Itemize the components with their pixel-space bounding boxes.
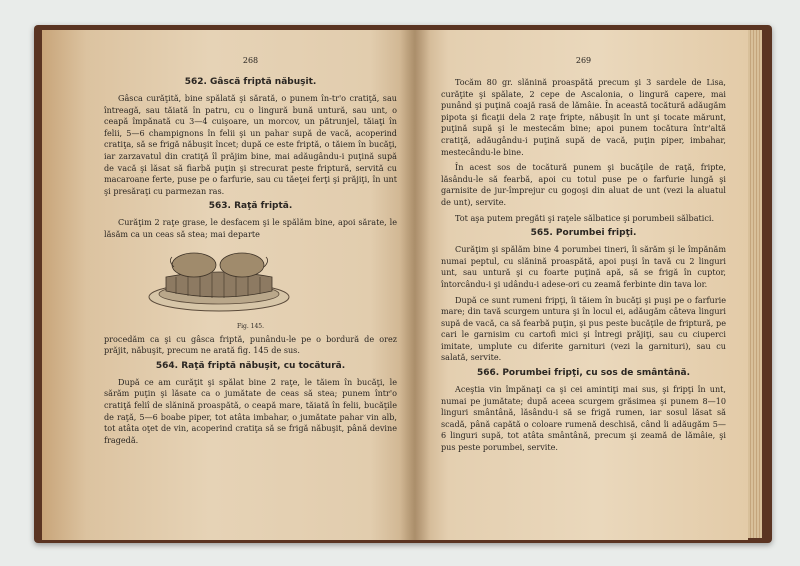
recipe-heading-563: 563. Raţă friptă. (208, 201, 293, 212)
recipe-text-563b: procedăm ca şi cu gâsca friptă, punându-le pe o bordură de orez prăjit, năbuşit, precum ne arată fig. 145 de sus. (104, 333, 397, 356)
recipe-text-566: Aceştia vin împănaţi ca şi cei amintiţi mai sus, şi fripţi în unt, numai pe jumătate; după aceea scurgem grăsimea şi punem 8—10 linguri smântână, lăsându-i să se frigă rumen, iar sosul lăsat să scadă, până capătă o coloare rumenă deschisă, când îi adăugăm 5—6 linguri supă, tot atâta smântână, precum şi zeamă de lămâie, şi pus peste porumbei, servite. (441, 384, 726, 453)
page-number: 268 (242, 56, 259, 65)
recipe-text-562: Gâsca curăţită, bine spălată şi sărată, o punem în-tr'o cratiţă, sau întreagă, sau tăiată în patru, cu o lingură bună untură, sau unt, o ceapă împănată cu 3—4 cuişoare, un morcov, un pătrunjel, tăiaţi în felii, 5—6 champignons în felii şi un pahar supă de vacă, acoperind cratiţa, să se frigă năbuşit încet; după ce este friptă, o tăiem în bucăţi, iar zarzavatul din cratiţă îl prăjim bine, mai adăugându-i puţină supă de vacă şi lăsat să fiarbă puţin şi strecurat peste friptură, servită cu macaroane ferte, puse pe o farfurie, sau cu tăeţei ferţi şi prăjiţi, în unt şi presăraţi cu parmezan ras. (104, 93, 397, 196)
recipe-text-564-cont: Tocăm 80 gr. slănină proaspătă precum şi 3 sardele de Lisa, curăţite şi spălate, 2 cepe de Ascalonia, o lingură capere, mai punând şi puţină coajă rasă de lămâie. În această tocătură adăugăm pipota şi ficaţii dela 2 raţe fripte, năbuşit în unt şi tocate mărunt, puţină supă şi le mestecăm bine; apoi punem tocătura într'altă cratiţă, adăugându-i puţină supă de vacă, puţin piper, imbahar, mestecându-le bine. (441, 77, 726, 157)
recipe-heading-566: 566. Porumbei fripţi, cu sos de smântână. (476, 368, 690, 379)
recipe-heading-565: 565. Porumbei fripţi. (530, 228, 637, 239)
recipe-text-563a: Curăţim 2 raţe grase, le desfacem şi le spălăm bine, apoi sărate, le lăsăm ca un ceas să stea; mai departe (104, 217, 397, 239)
recipe-text-564: După ce am curăţit şi spălat bine 2 raţe, le tăiem în bucăţi, le sărăm puţin şi lăsate ca o jumătate de ceas să stea; punem într'o cratiţă feliî de slănină proaspătă, o ceapă mare, tăiată în felii, bucăţile de raţă, 5—6 boabe piper, tot atâta imbahar, o jumătate pahar vin alb, tot atâta oţet de vin, acoperind cratiţa să se frigă năbuşit, până devine fragedă. (104, 376, 397, 445)
recipe-heading-562: 562. Gâscă friptă năbuşit. (184, 77, 317, 87)
recipe-text-564-sauce: În acest sos de tocătură punem şi bucăţile de raţă, fripte, lăsându-le să fearbă, apoi cu totul puse pe o farfurie lungă şi garnisite de jur-împrejur cu gogoşi din aluat de unt (vezi la aluatul de unt), servite. (441, 162, 726, 207)
duck-illustration (144, 247, 294, 319)
recipe-heading-564: 564. Raţă friptă năbuşit, cu tocătură. (155, 360, 346, 371)
left-page (42, 30, 415, 540)
page-edges (748, 30, 762, 538)
recipe-text-565b: După ce sunt rumeni fripţi, îi tăiem în bucăţi şi puşi pe o farfurie mare; din tavă scurgem untura şi în locul ei, adăugăm câteva linguri supă de vacă, ca să fearbă puţin, şi pus peste bucăţile de friptură, pe cari le garnisim cu cartofi mici şi întregi prăjiţi, sau cu ciuperci imitate, umplute cu diferite garnituri (vezi la garnituri), sau cu salată, servite. (441, 294, 726, 363)
recipe-text-565a: Curăţim şi spălăm bine 4 porumbei tineri, îi sărăm şi le împănăm numai peptul, cu slănină proaspătă, apoi puşi în tavă cu 2 linguri unt, sau untură şi cu foarte puţină apă, să se frigă în cuptor, întorcându-i şi udându-i adese-ori cu zeamă ferbinte din tava lor. (441, 244, 726, 289)
figure-caption: Fig. 145. (236, 322, 265, 330)
right-page (415, 30, 748, 540)
page-number: 269 (575, 56, 592, 65)
recipe-text-564-note: Tot aşa putem pregăti şi raţele sălbatice şi porumbeii sălbatici. (455, 212, 715, 223)
